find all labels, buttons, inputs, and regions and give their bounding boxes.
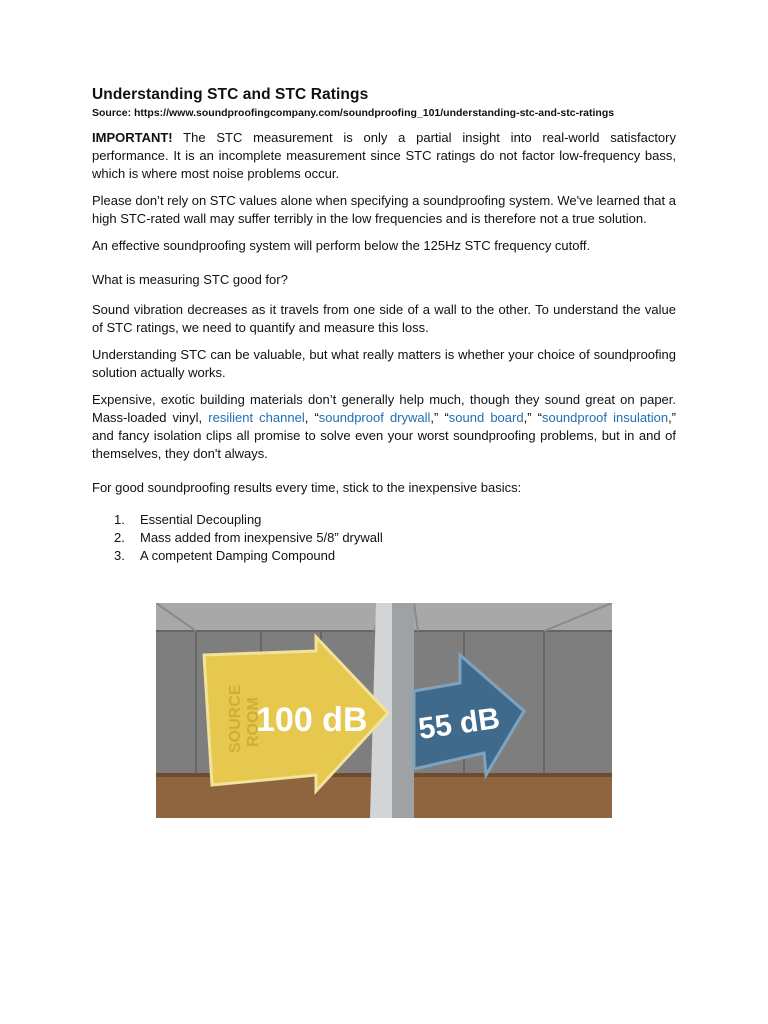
source-label-line2: ROOM <box>245 697 262 747</box>
list-number: 2. <box>114 530 125 545</box>
list-text: Essential Decoupling <box>140 512 262 527</box>
important-label: IMPORTANT! <box>92 130 173 145</box>
basics-list <box>92 511 676 565</box>
list-number: 1. <box>114 512 125 527</box>
paragraph-stc-values: Please don’t rely on STC values alone when specifying a soundproofing system. We've learned that a high STC-rated wall may suffer terribly in the low frequencies and is therefore not a true solution. <box>92 193 676 226</box>
text-segment: Expensive, exotic building materials don’t generally help much, though they sound great on paper. Mass-loaded vinyl, <box>92 392 676 425</box>
link-resilient-channel[interactable]: resilient channel <box>208 410 305 425</box>
paragraph-materials <box>92 391 676 463</box>
link-soundproof-drywall[interactable]: soundproof drywall <box>318 410 431 425</box>
source-db-label: 100 dB <box>256 701 368 739</box>
important-text: The STC measurement is only a partial insight into real-world satisfactory performance. It is an incomplete measurement since STC ratings do not factor low-frequency bass, which is where most noise problems occur. <box>92 130 676 181</box>
important-paragraph <box>92 129 676 183</box>
page-title: Understanding STC and STC Ratings <box>92 86 369 103</box>
received-db-label: 55 dB <box>416 701 502 746</box>
text-segment: ,” “ <box>523 410 542 425</box>
list-item <box>92 529 676 547</box>
basics-heading: For good soundproofing results every time, stick to the inexpensive basics: <box>92 480 522 495</box>
paragraph-valuable: Understanding STC can be valuable, but what really matters is whether your choice of soundproofing solution actually works. <box>92 347 676 380</box>
text-segment: , “ <box>304 410 319 425</box>
list-number: 3. <box>114 548 125 563</box>
list-item <box>92 547 676 565</box>
list-item <box>92 511 676 529</box>
list-text: Mass added from inexpensive 5/8” drywall <box>140 530 383 545</box>
soundproofing-illustration <box>156 603 612 818</box>
text-segment: ,” and fancy isolation clips all promise to solve even your worst soundproofing problems, but in and of themselves, they don't always. <box>92 410 677 461</box>
document-content <box>92 86 676 565</box>
source-line: Source: https://www.soundproofingcompany.com/soundproofing_101/understanding-stc-and-stc-ratings <box>92 107 615 119</box>
link-sound-board[interactable]: sound board <box>448 410 524 425</box>
paragraph-cutoff: An effective soundproofing system will perform below the 125Hz STC frequency cutoff. <box>92 238 591 253</box>
source-label-line1: SOURCE <box>227 684 244 753</box>
link-soundproof-insulation[interactable]: soundproof insulation <box>541 410 669 425</box>
dividing-wall-side <box>392 603 414 818</box>
text-segment: ,” “ <box>430 410 449 425</box>
list-text: A competent Damping Compound <box>140 548 336 563</box>
paragraph-vibration: Sound vibration decreases as it travels from one side of a wall to the other. To understand the value of STC ratings, we need to quantify and measure this loss. <box>92 302 676 335</box>
section-heading: What is measuring STC good for? <box>92 272 288 287</box>
